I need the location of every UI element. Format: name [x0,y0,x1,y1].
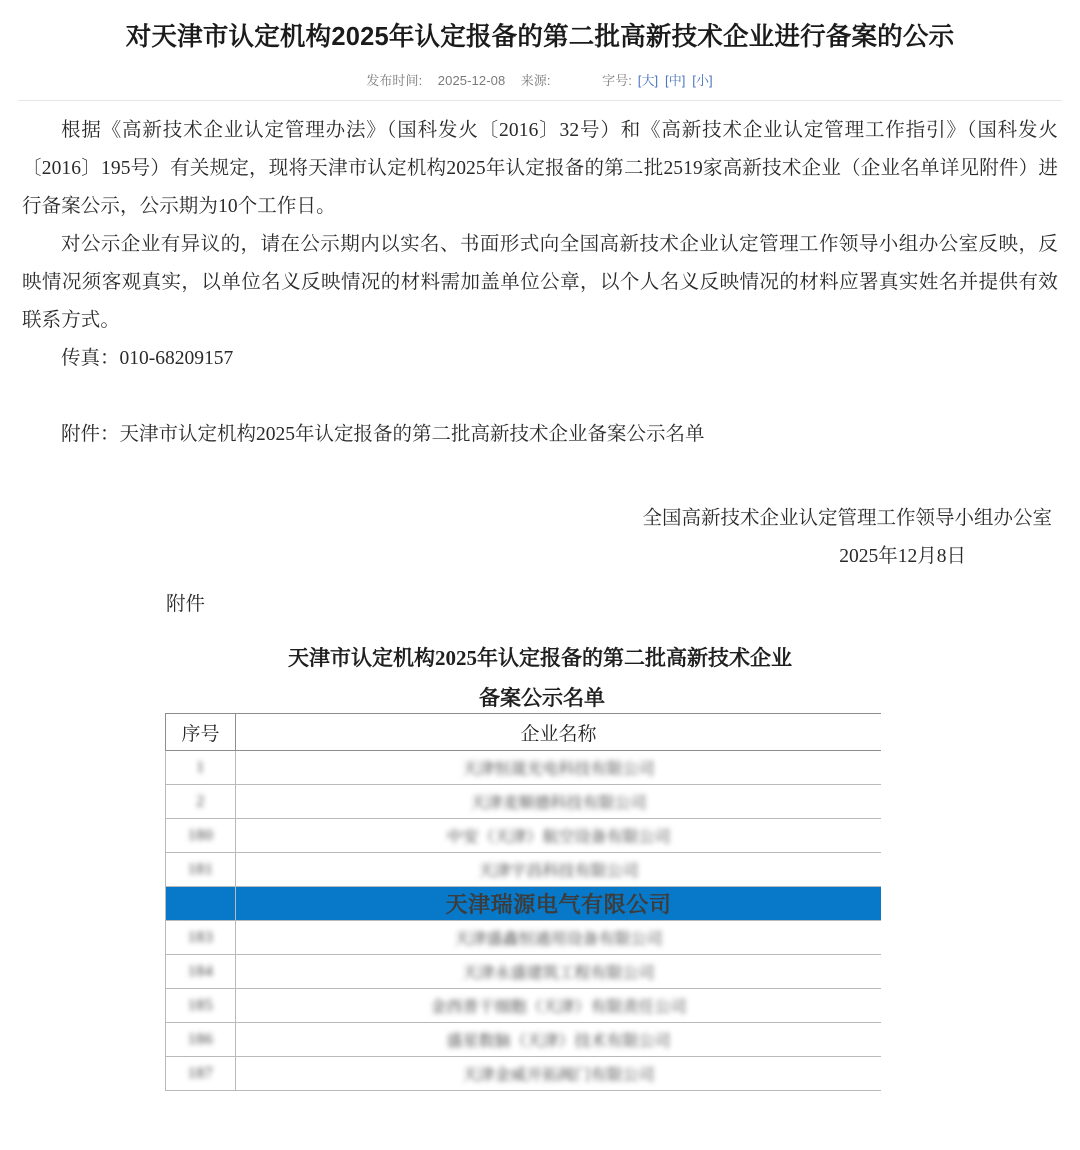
table-row [166,955,882,989]
cell-company-name: 盛星数脑（天津）技术有限公司 [236,1023,882,1057]
cell-company-name: 天津盛鑫恒通用设备有限公司 [236,921,882,955]
header-divider [18,100,1062,101]
table-head [166,714,882,751]
cell-company-name: 天津瑞源电气有限公司 [236,887,882,921]
signature-block [0,500,1052,576]
cell-index: 184 [166,955,236,989]
font-size-controls [602,73,714,88]
table-row [166,853,882,887]
document-meta [0,70,1080,89]
font-size-label: 字号: [602,72,633,88]
source-label: 来源: [520,72,551,88]
paragraph-regulation-basis: 根据《高新技术企业认定管理办法》（国科发火〔2016〕32号）和《高新技术企业认定管理工作指引》（国科发火〔2016〕195号）有关规定，现将天津市认定机构2025年认定报备的第二批2519家高新技术企业（企业名单详见附件）进行备案公示，公示期为10个工作日。 [22,120,1058,217]
cell-index: 180 [166,819,236,853]
column-header-index: 序号 [166,714,236,751]
table-row [166,819,882,853]
signature-date: 2025年12月8日 [839,546,966,567]
table-body [166,751,882,1091]
table-header-row [166,714,882,751]
table-row [166,989,882,1023]
attachment-title-line-2: 备案公示名单 [479,686,605,710]
cell-company-name: 天津金威开拓阀门有限公司 [236,1057,882,1091]
company-list-table [165,713,881,1091]
publish-time-value: 2025-12-08 [437,72,506,88]
table-row [166,1023,882,1057]
cell-company-name: 天津恒晟光电科技有限公司 [236,751,882,785]
publish-time-label: 发布时间: [366,72,423,88]
attachment-title [0,638,1080,718]
cell-index: 181 [166,853,236,887]
company-list-table-container [165,713,881,1093]
cell-company-name: 天津麦顺德科技有限公司 [236,785,882,819]
cell-index: 2 [166,785,236,819]
table-row [166,1057,882,1091]
cell-index: 187 [166,1057,236,1091]
cell-company-name: 天津宇昌科技有限公司 [236,853,882,887]
fax-line: 传真：010-68209157 [61,348,234,369]
cell-index [166,887,236,921]
attachment-title-line-1: 天津市认定机构2025年认定报备的第二批高新技术企业 [288,646,792,670]
paragraph-objection-process: 对公示企业有异议的，请在公示期内以实名、书面形式向全国高新技术企业认定管理工作领导小组办公室反映，反映情况须客观真实，以单位名义反映情况的材料需加盖单位公章，以个人名义反映情况的材料应署真实姓名并提供有效联系方式。 [22,234,1058,331]
attachment-section [0,590,1080,718]
attachment-reference-line: 附件：天津市认定机构2025年认定报备的第二批高新技术企业备案公示名单 [61,424,705,445]
cell-index: 1 [166,751,236,785]
table-row [166,887,882,921]
column-header-company-name: 企业名称 [236,714,882,751]
cell-company-name: 天津永盛建筑工程有限公司 [236,955,882,989]
cell-index: 186 [166,1023,236,1057]
cell-company-name: 金西普干细胞（天津）有限责任公司 [236,989,882,1023]
font-size-small-link[interactable]: [小] [692,72,713,88]
attachment-label: 附件 [166,594,206,615]
font-size-medium-link[interactable]: [中] [664,72,686,88]
font-size-large-link[interactable]: [大] [637,72,659,88]
table-row [166,785,882,819]
table-row [166,751,882,785]
signature-organization: 全国高新技术企业认定管理工作领导小组办公室 [642,508,1052,529]
table-row [166,921,882,955]
cell-index: 183 [166,921,236,955]
page-title: 对天津市认定机构2025年认定报备的第二批高新技术企业进行备案的公示 [125,23,955,51]
document-body [0,112,1080,576]
cell-company-name: 中安（天津）航空设备有限公司 [236,819,882,853]
cell-index: 185 [166,989,236,1023]
